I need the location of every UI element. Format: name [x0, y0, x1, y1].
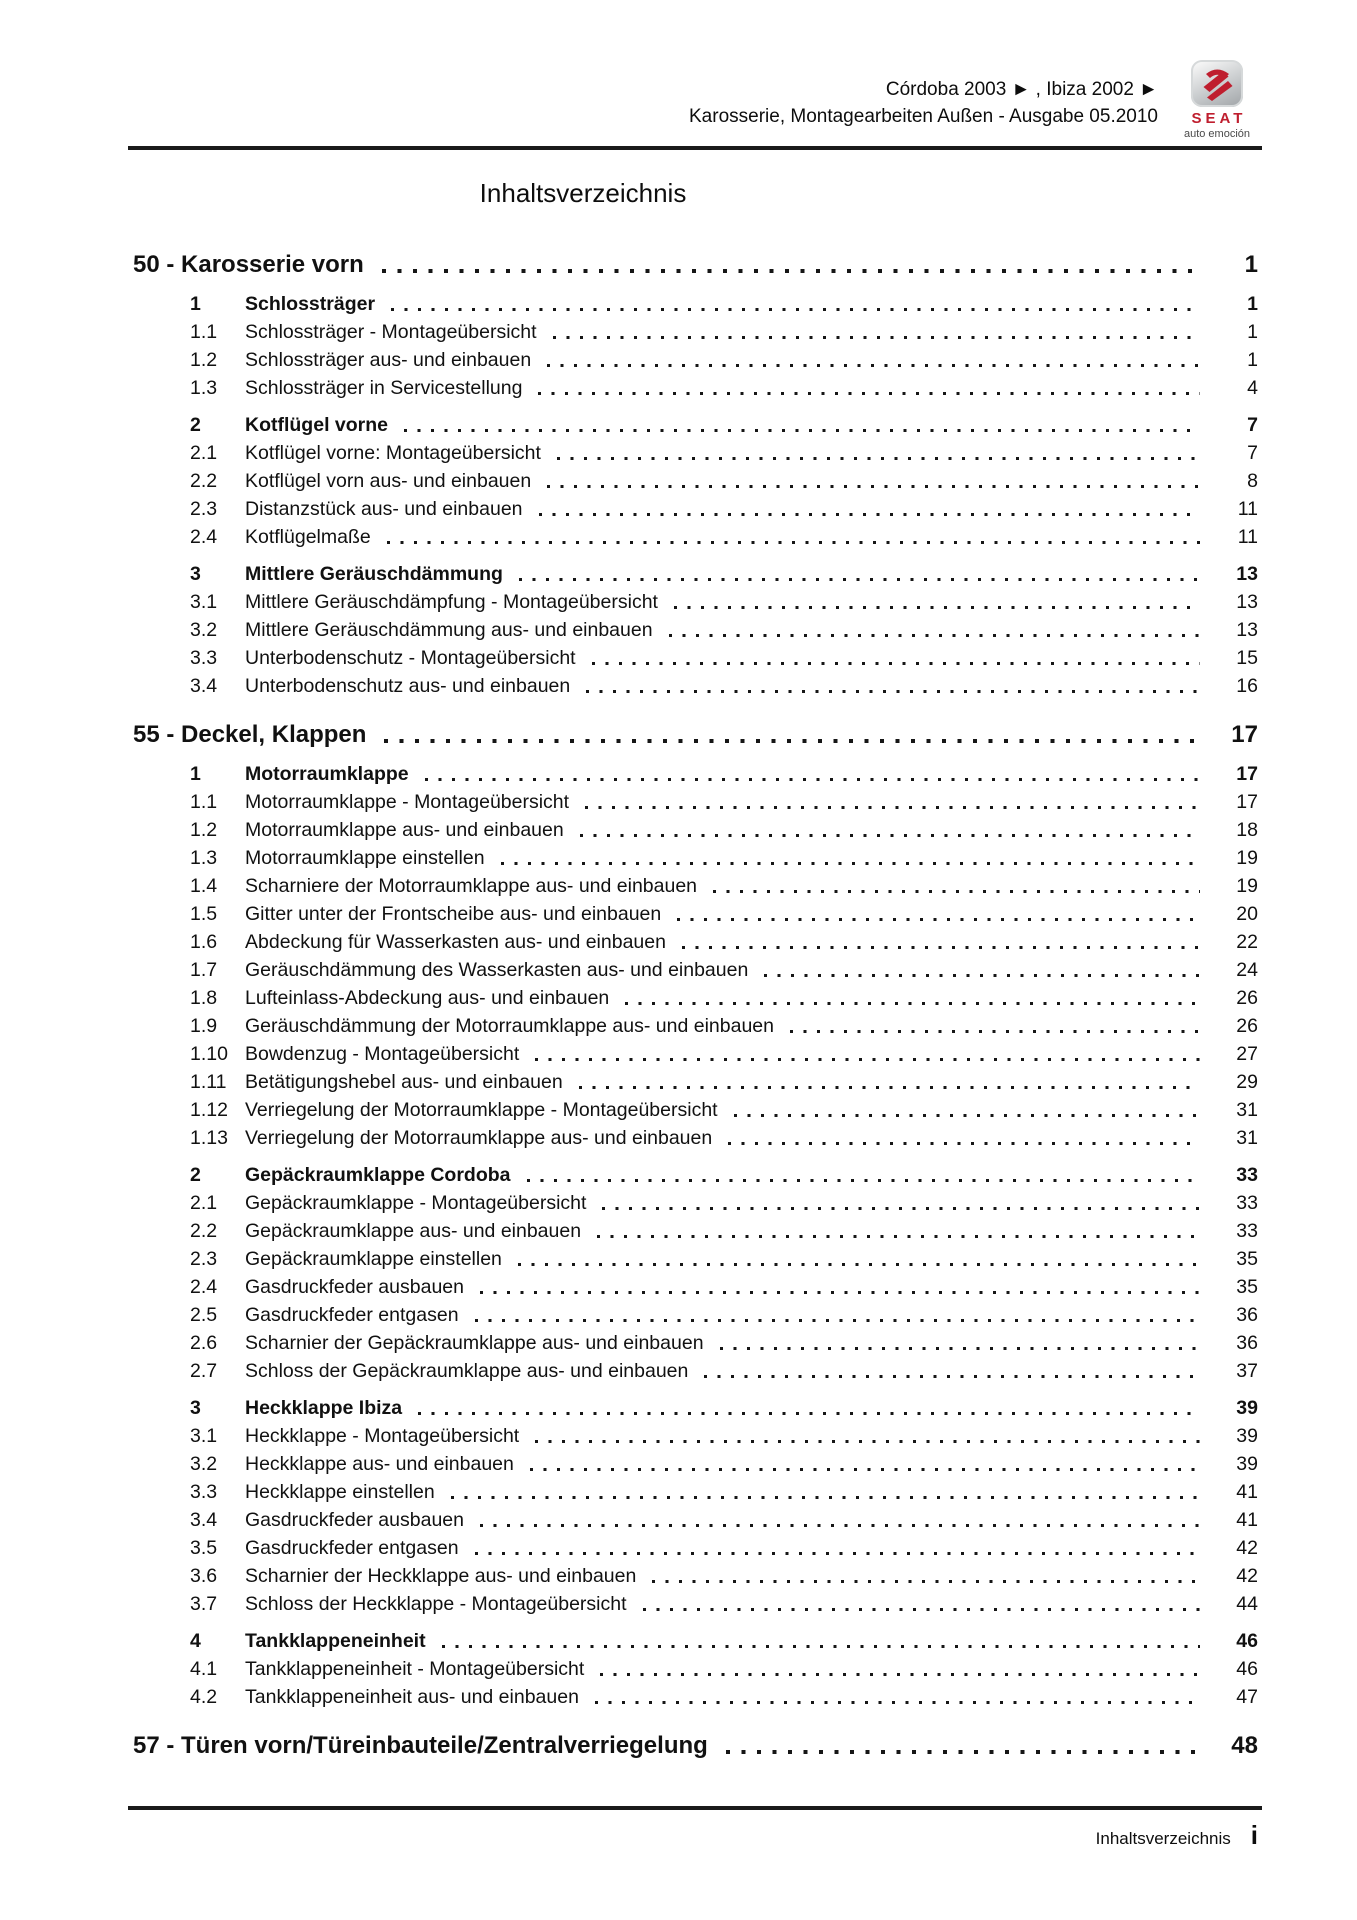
toc-entry-row	[133, 1627, 1258, 1655]
dot-leader	[625, 1002, 1200, 1005]
toc-chapter-entries	[133, 760, 1258, 1711]
entry-title: Geräuschdämmung des Wasserkasten aus- und einbauen	[245, 959, 749, 981]
toc-entry-row	[133, 616, 1258, 644]
entry-title: Kotflügel vorne	[245, 414, 389, 436]
entry-title: Gepäckraumklappe einstellen	[245, 1248, 502, 1270]
entry-title: Verriegelung der Motorraumklappe - Montageübersicht	[245, 1099, 718, 1121]
chapter-label: 55 - Deckel, Klappen	[133, 721, 367, 748]
dot-leader	[384, 739, 1200, 743]
entry-number: 2.7	[190, 1360, 218, 1382]
entry-number: 1.11	[190, 1071, 227, 1093]
entry-title: Schlossträger aus- und einbauen	[245, 349, 532, 371]
entry-title: Schloss der Heckklappe - Montageübersicht	[245, 1593, 627, 1615]
entry-number: 1.4	[190, 875, 218, 897]
toc-entry-row	[133, 588, 1258, 616]
entry-number: 3.3	[190, 1481, 218, 1503]
dot-leader	[519, 578, 1200, 581]
entry-title: Heckklappe einstellen	[245, 1481, 435, 1503]
page-number: 35	[1236, 1248, 1258, 1270]
page-number: 39	[1236, 1425, 1258, 1447]
page-number: 39	[1236, 1453, 1258, 1475]
page-number: 48	[1231, 1732, 1258, 1759]
entry-number: 2	[190, 414, 201, 436]
entry-number: 2.5	[190, 1304, 218, 1326]
dot-leader	[391, 308, 1200, 311]
dot-leader	[600, 1673, 1200, 1676]
toc-entry-row	[133, 374, 1258, 402]
page-number: 7	[1247, 414, 1258, 436]
toc-entry-row	[133, 1506, 1258, 1534]
entry-title: Betätigungshebel aus- und einbauen	[245, 1071, 563, 1093]
seat-logo	[1174, 60, 1260, 140]
entry-number: 3.4	[190, 1509, 218, 1531]
dot-leader	[682, 946, 1200, 949]
entry-title: Mittlere Geräuschdämmung aus- und einbauen	[245, 619, 653, 641]
page-number: 39	[1236, 1397, 1258, 1419]
toc-entry-row	[133, 1124, 1258, 1152]
dot-leader	[418, 1412, 1200, 1415]
entry-number: 1.3	[190, 377, 218, 399]
toc-entry-row	[133, 1683, 1258, 1711]
entry-title: Abdeckung für Wasserkasten aus- und einbauen	[245, 931, 666, 953]
toc-entry-row	[133, 1217, 1258, 1245]
toc-entry-row	[133, 956, 1258, 984]
entry-number: 1.9	[190, 1015, 218, 1037]
entry-title: Lufteinlass-Abdeckung aus- und einbauen	[245, 987, 610, 1009]
page-number: 7	[1247, 442, 1258, 464]
dot-leader	[674, 606, 1200, 609]
entry-number: 2.3	[190, 498, 218, 520]
entry-number: 2.4	[190, 1276, 218, 1298]
entry-number: 1.7	[190, 959, 218, 981]
header-doc-title: Karosserie, Montagearbeiten Außen - Ausgabe 05.2010	[689, 106, 1158, 127]
toc-entry-row	[133, 1478, 1258, 1506]
seat-tagline: auto emoción	[1183, 128, 1251, 140]
dot-leader	[480, 1291, 1200, 1294]
dot-leader	[530, 1468, 1200, 1471]
dot-leader	[404, 429, 1200, 432]
dot-leader	[539, 513, 1200, 516]
dot-leader	[585, 806, 1200, 809]
page-number: 37	[1236, 1360, 1258, 1382]
page-number: 33	[1236, 1164, 1258, 1186]
entry-title: Unterbodenschutz - Montageübersicht	[245, 647, 576, 669]
header-text	[689, 60, 1158, 130]
page-number: 4	[1247, 377, 1258, 399]
entry-number: 3.2	[190, 619, 218, 641]
entry-title: Schlossträger	[245, 293, 376, 315]
dot-leader	[595, 1701, 1200, 1704]
dot-leader	[475, 1552, 1200, 1555]
entry-title: Scharnier der Heckklappe aus- und einbauen	[245, 1565, 637, 1587]
page-title: Inhaltsverzeichnis	[479, 178, 687, 208]
page-number: 15	[1236, 647, 1258, 669]
entry-title: Distanzstück aus- und einbauen	[245, 498, 523, 520]
toc-chapter	[133, 249, 1258, 700]
chapter-label: 50 - Karosserie vorn	[133, 251, 364, 278]
page-number: 19	[1236, 875, 1258, 897]
header-divider	[128, 146, 1262, 150]
seat-brand-name: SEAT	[1191, 110, 1247, 127]
page-number: 41	[1236, 1509, 1258, 1531]
toc-entry-row	[133, 900, 1258, 928]
toc-entry-row	[133, 467, 1258, 495]
toc-entry-row	[133, 411, 1258, 439]
entry-number: 4	[190, 1630, 201, 1652]
toc-entry-row	[133, 1329, 1258, 1357]
entry-title: Mittlere Geräuschdämpfung - Montageübersicht	[245, 591, 658, 613]
entry-title: Kotflügelmaße	[245, 526, 371, 548]
page-footer	[1096, 1820, 1258, 1851]
entry-number: 2.2	[190, 470, 218, 492]
footer-divider	[128, 1806, 1262, 1810]
page-number: 24	[1236, 959, 1258, 981]
entry-title: Tankklappeneinheit	[245, 1630, 426, 1652]
page-number: 42	[1236, 1537, 1258, 1559]
entry-number: 2.4	[190, 526, 218, 548]
page-number: 35	[1236, 1276, 1258, 1298]
entry-number: 4.1	[190, 1658, 218, 1680]
dot-leader	[592, 662, 1200, 665]
entry-number: 1	[190, 293, 201, 315]
toc-entry-row	[133, 439, 1258, 467]
page-number: 16	[1236, 675, 1258, 697]
entry-number: 2	[190, 1164, 201, 1186]
toc-entry-row	[133, 1562, 1258, 1590]
dot-leader	[726, 1750, 1200, 1754]
page-number: 31	[1236, 1127, 1258, 1149]
toc-chapter-row	[133, 1730, 1258, 1762]
toc-entry-row	[133, 1068, 1258, 1096]
entry-title: Scharnier der Gepäckraumklappe aus- und einbauen	[245, 1332, 704, 1354]
dot-leader	[586, 690, 1200, 693]
entry-number: 3.6	[190, 1565, 218, 1587]
page-number: 13	[1236, 563, 1258, 585]
toc-entry-row	[133, 495, 1258, 523]
entry-title: Bowdenzug - Montageübersicht	[245, 1043, 520, 1065]
entry-number: 3.1	[190, 1425, 218, 1447]
page-number: 44	[1236, 1593, 1258, 1615]
table-of-contents	[133, 249, 1258, 1762]
page-number: 46	[1236, 1658, 1258, 1680]
dot-leader	[527, 1179, 1201, 1182]
entry-title: Heckklappe - Montageübersicht	[245, 1425, 520, 1447]
toc-entry-row	[133, 523, 1258, 551]
entry-title: Kotflügel vorne: Montageübersicht	[245, 442, 541, 464]
page-number: 33	[1236, 1220, 1258, 1242]
page-number: 1	[1247, 293, 1258, 315]
dot-leader	[475, 1319, 1200, 1322]
dot-leader	[597, 1235, 1200, 1238]
dot-leader	[580, 834, 1200, 837]
dot-leader	[677, 918, 1200, 921]
page-number: 17	[1236, 791, 1258, 813]
entry-number: 3.1	[190, 591, 218, 613]
dot-leader	[669, 634, 1200, 637]
page-number: 33	[1236, 1192, 1258, 1214]
toc-entry-row	[133, 1189, 1258, 1217]
toc-entry-row	[133, 644, 1258, 672]
page-number: 1	[1247, 321, 1258, 343]
dot-leader	[557, 457, 1200, 460]
toc-entry-row	[133, 984, 1258, 1012]
toc-entry-row	[133, 1245, 1258, 1273]
entry-title: Tankklappeneinheit - Montageübersicht	[245, 1658, 585, 1680]
toc-entry-row	[133, 760, 1258, 788]
dot-leader	[382, 269, 1200, 273]
entry-title: Schlossträger - Montageübersicht	[245, 321, 537, 343]
entry-number: 1.5	[190, 903, 218, 925]
entry-number: 2.6	[190, 1332, 218, 1354]
dot-leader	[790, 1030, 1200, 1033]
page-number: 13	[1236, 619, 1258, 641]
toc-chapter-row	[133, 719, 1258, 751]
entry-number: 1.3	[190, 847, 218, 869]
toc-entry-row	[133, 318, 1258, 346]
toc-entry-row	[133, 1012, 1258, 1040]
dot-leader	[442, 1645, 1200, 1648]
entry-number: 1.10	[190, 1043, 228, 1065]
entry-number: 2.1	[190, 442, 218, 464]
toc-entry-row	[133, 1590, 1258, 1618]
entry-title: Gepäckraumklappe aus- und einbauen	[245, 1220, 582, 1242]
entry-number: 2.3	[190, 1248, 218, 1270]
page-number: 26	[1236, 1015, 1258, 1037]
toc-entry-row	[133, 1655, 1258, 1683]
entry-number: 3.5	[190, 1537, 218, 1559]
toc-entry-row	[133, 1273, 1258, 1301]
entry-title: Geräuschdämmung der Motorraumklappe aus- und einbauen	[245, 1015, 774, 1037]
entry-title: Tankklappeneinheit aus- und einbauen	[245, 1686, 579, 1708]
page-header	[0, 0, 1357, 140]
entry-title: Gasdruckfeder ausbauen	[245, 1509, 464, 1531]
page-number: 27	[1236, 1043, 1258, 1065]
page-number: 18	[1236, 819, 1258, 841]
toc-entry-row	[133, 816, 1258, 844]
entry-title: Motorraumklappe - Montageübersicht	[245, 791, 570, 813]
page-number: 13	[1236, 591, 1258, 613]
page-number: 8	[1247, 470, 1258, 492]
dot-leader	[547, 364, 1200, 367]
toc-entry-row	[133, 346, 1258, 374]
toc-entry-row	[133, 788, 1258, 816]
dot-leader	[518, 1263, 1200, 1266]
entry-number: 1.6	[190, 931, 218, 953]
toc-entry-row	[133, 1534, 1258, 1562]
entry-title: Motorraumklappe einstellen	[245, 847, 485, 869]
dot-leader	[764, 974, 1200, 977]
page-number: 42	[1236, 1565, 1258, 1587]
dot-leader	[602, 1207, 1200, 1210]
dot-leader	[535, 1058, 1200, 1061]
entry-number: 3	[190, 563, 201, 585]
page-number: 41	[1236, 1481, 1258, 1503]
dot-leader	[538, 392, 1200, 395]
footer-page-number: i	[1250, 1820, 1258, 1850]
entry-number: 1.13	[190, 1127, 228, 1149]
page-number: 17	[1236, 763, 1258, 785]
entry-number: 3.2	[190, 1453, 218, 1475]
entry-number: 1.8	[190, 987, 218, 1009]
dot-leader	[734, 1114, 1200, 1117]
dot-leader	[579, 1086, 1200, 1089]
entry-number: 3	[190, 1397, 201, 1419]
page-number: 1	[1247, 349, 1258, 371]
page-number: 31	[1236, 1099, 1258, 1121]
toc-chapter	[133, 719, 1258, 1711]
toc-chapter-row	[133, 249, 1258, 281]
page-number: 11	[1237, 498, 1258, 520]
entry-title: Unterbodenschutz aus- und einbauen	[245, 675, 571, 697]
page-number: 29	[1236, 1071, 1258, 1093]
entry-number: 1.12	[190, 1099, 228, 1121]
entry-number: 4.2	[190, 1686, 218, 1708]
toc-entry-row	[133, 1040, 1258, 1068]
entry-title: Gepäckraumklappe - Montageübersicht	[245, 1192, 587, 1214]
entry-title: Heckklappe Ibiza	[245, 1397, 403, 1419]
entry-title: Gasdruckfeder entgasen	[245, 1304, 459, 1326]
page-number: 20	[1236, 903, 1258, 925]
page-number: 19	[1236, 847, 1258, 869]
page-number: 17	[1231, 721, 1258, 748]
page-number: 46	[1236, 1630, 1258, 1652]
page-number: 22	[1236, 931, 1258, 953]
entry-number: 3.7	[190, 1593, 218, 1615]
page-number: 36	[1236, 1332, 1258, 1354]
toc-entry-row	[133, 560, 1258, 588]
entry-number: 2.2	[190, 1220, 218, 1242]
toc-chapter-entries	[133, 290, 1258, 700]
toc-entry-row	[133, 1450, 1258, 1478]
toc-entry-row	[133, 1394, 1258, 1422]
entry-title: Gasdruckfeder ausbauen	[245, 1276, 464, 1298]
dot-leader	[425, 778, 1200, 781]
page-number: 1	[1244, 251, 1258, 278]
page-number: 11	[1237, 526, 1258, 548]
entry-title: Motorraumklappe aus- und einbauen	[245, 819, 564, 841]
page-number: 36	[1236, 1304, 1258, 1326]
page-number: 26	[1236, 987, 1258, 1009]
toc-entry-row	[133, 928, 1258, 956]
entry-title: Mittlere Geräuschdämmung	[245, 563, 503, 585]
entry-title: Gitter unter der Frontscheibe aus- und einbauen	[245, 903, 662, 925]
toc-entry-row	[133, 1096, 1258, 1124]
entry-number: 3.4	[190, 675, 218, 697]
entry-number: 1.1	[190, 321, 218, 343]
dot-leader	[652, 1580, 1200, 1583]
dot-leader	[451, 1496, 1200, 1499]
entry-number: 1.2	[190, 349, 218, 371]
entry-title: Gepäckraumklappe Cordoba	[245, 1164, 511, 1186]
dot-leader	[501, 862, 1200, 865]
dot-leader	[480, 1524, 1200, 1527]
dot-leader	[547, 485, 1200, 488]
seat-emblem-icon	[1191, 60, 1243, 107]
entry-title: Schloss der Gepäckraumklappe aus- und einbauen	[245, 1360, 689, 1382]
toc-entry-row	[133, 1357, 1258, 1385]
chapter-label: 57 - Türen vorn/Türeinbauteile/Zentralverriegelung	[133, 1732, 708, 1759]
dot-leader	[713, 890, 1200, 893]
toc-entry-row	[133, 1422, 1258, 1450]
entry-number: 1.2	[190, 819, 218, 841]
dot-leader	[553, 336, 1200, 339]
entry-title: Motorraumklappe	[245, 763, 409, 785]
entry-title: Schlossträger in Servicestellung	[245, 377, 523, 399]
toc-entry-row	[133, 1161, 1258, 1189]
entry-title: Heckklappe aus- und einbauen	[245, 1453, 514, 1475]
entry-number: 1.1	[190, 791, 218, 813]
dot-leader	[387, 541, 1200, 544]
dot-leader	[728, 1142, 1200, 1145]
dot-leader	[720, 1347, 1200, 1350]
toc-entry-row	[133, 844, 1258, 872]
entry-title: Verriegelung der Motorraumklappe aus- und einbauen	[245, 1127, 713, 1149]
entry-title: Scharniere der Motorraumklappe aus- und einbauen	[245, 875, 698, 897]
toc-entry-row	[133, 290, 1258, 318]
toc-entry-row	[133, 1301, 1258, 1329]
dot-leader	[643, 1608, 1200, 1611]
entry-number: 3.3	[190, 647, 218, 669]
toc-entry-row	[133, 872, 1258, 900]
footer-label: Inhaltsverzeichnis	[1095, 1829, 1231, 1848]
toc-chapter	[133, 1730, 1258, 1762]
dot-leader	[535, 1440, 1200, 1443]
entry-title: Kotflügel vorn aus- und einbauen	[245, 470, 532, 492]
entry-number: 2.1	[190, 1192, 218, 1214]
header-models-line: Córdoba 2003 ► , Ibiza 2002 ►	[885, 79, 1158, 100]
dot-leader	[704, 1375, 1200, 1378]
entry-title: Gasdruckfeder entgasen	[245, 1537, 459, 1559]
page-number: 47	[1236, 1686, 1258, 1708]
toc-entry-row	[133, 672, 1258, 700]
entry-number: 1	[190, 763, 201, 785]
